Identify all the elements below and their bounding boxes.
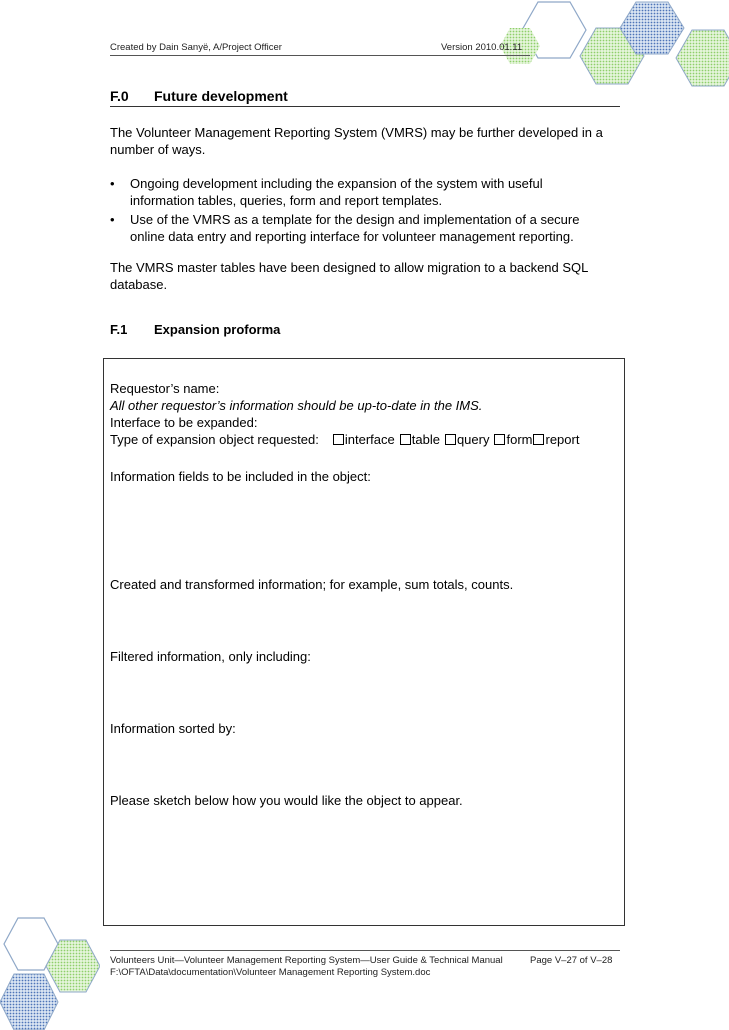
bullet-item: • Ongoing development including the expansion of the system with useful information tables, queries, form and report templates. [110, 175, 610, 209]
information-fields-label: Information fields to be included in the object: [110, 469, 371, 484]
report-option-label: report [545, 432, 580, 447]
requestor-name-label: Requestor’s name: [110, 381, 220, 396]
closing-paragraph: The VMRS master tables have been designed to allow migration to a backend SQL database. [110, 260, 588, 292]
section-heading [110, 88, 620, 107]
interface-label: Interface to be expanded: [110, 415, 258, 430]
subsection-number: F.1 [110, 322, 128, 337]
form-checkbox[interactable] [494, 434, 505, 445]
form-option-label: form [506, 432, 533, 447]
table-checkbox[interactable] [400, 434, 411, 445]
interface-checkbox[interactable] [333, 434, 344, 445]
header-divider [110, 55, 530, 56]
subsection-title: Expansion proforma [154, 322, 281, 337]
hexagon-shape [0, 974, 58, 1030]
bullet-item: • Use of the VMRS as a template for the design and implementation of a secure online data entry and reporting interface for volunteer management reporting. [110, 211, 610, 245]
section-title: Future development [154, 88, 288, 104]
footer-file-path: F:\OFTA\Data\documentation\Volunteer Management Reporting System.doc [110, 967, 431, 978]
footer-divider [110, 950, 620, 951]
expansion-type-row [110, 431, 584, 448]
hexagon-shape [676, 30, 729, 86]
query-option-label: query [456, 432, 490, 447]
development-bullet-list [110, 175, 610, 247]
sorted-by-label: Information sorted by: [110, 721, 236, 736]
created-information-label: Created and transformed information; for example, sum totals, counts. [110, 577, 514, 592]
header-version: Version 2010.01.11 [441, 42, 523, 53]
subsection-heading [110, 322, 280, 337]
query-checkbox[interactable] [445, 434, 456, 445]
footer-document-title: Volunteers Unit—Volunteer Management Reporting System—User Guide & Technical Manual [110, 955, 503, 966]
interface-option-label: interface [344, 432, 395, 447]
decorative-hexagons-bottom [0, 910, 100, 1030]
decorative-hexagons-top [500, 0, 729, 90]
sketch-instruction: Please sketch below how you would like the object to appear. [110, 793, 463, 808]
section-number: F.0 [110, 88, 129, 104]
table-option-label: table [411, 432, 440, 447]
header-creator: Created by Dain Sanyë, A/Project Officer [110, 42, 282, 53]
report-checkbox[interactable] [533, 434, 544, 445]
requestor-note: All other requestor’s information should be up-to-date in the IMS. [110, 398, 483, 413]
filtered-information-label: Filtered information, only including: [110, 649, 311, 664]
footer-page-number: Page V–27 of V–28 [530, 955, 613, 966]
expansion-type-label: Type of expansion object requested: [110, 432, 319, 447]
intro-paragraph: The Volunteer Management Reporting System (VMRS) may be further developed in a number of ways. [110, 125, 603, 157]
